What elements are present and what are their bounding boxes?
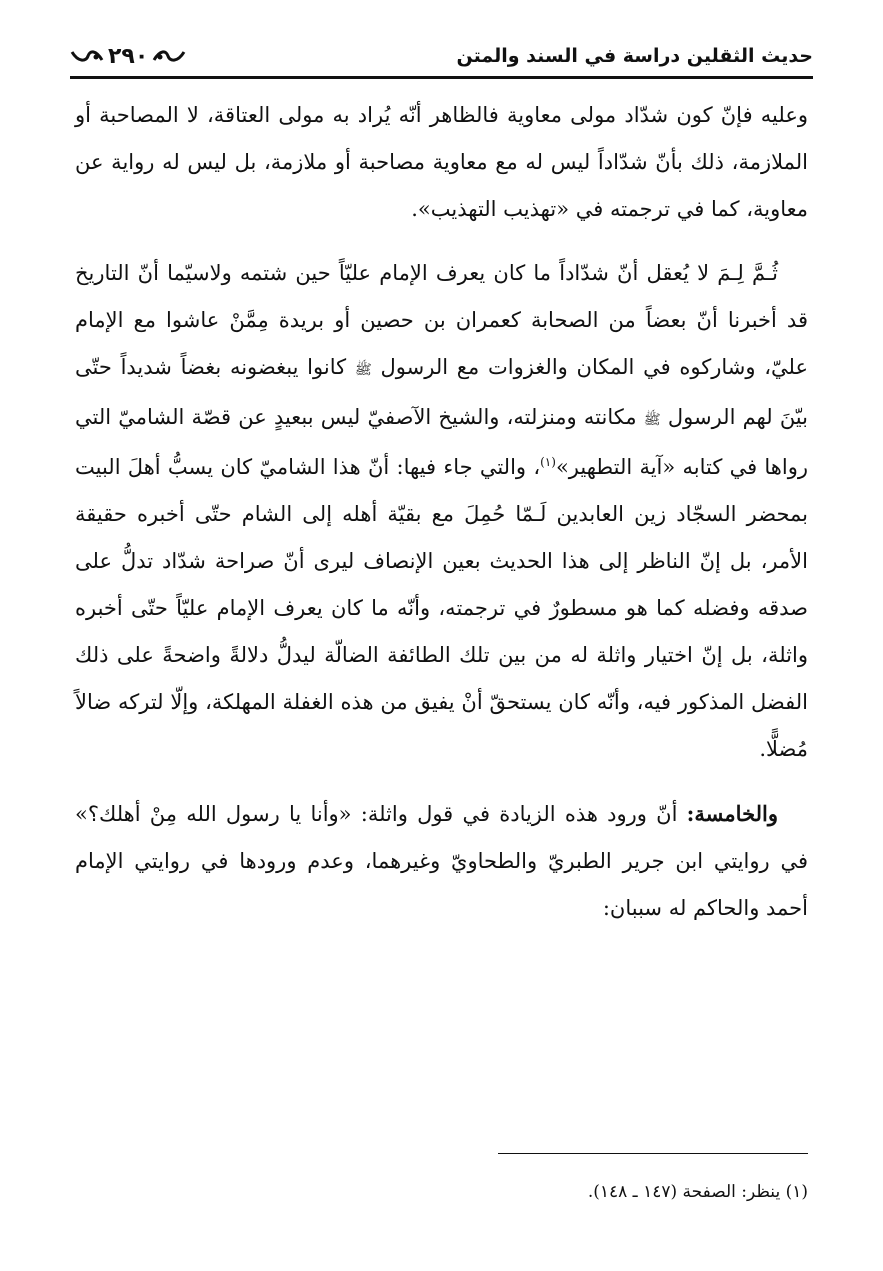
paragraph-2-after-honorific: مكانته ومنزلته، والشيخ الآصفيّ ليس ببعيدٍ عن قصّة الشاميّ التي رواها في كتابه «آية التطهير» <box>75 405 809 479</box>
paragraph-2-tail: ، والتي جاء فيها: أنّ هذا الشاميّ كان يسبُّ أهلَ البيت بمحضر السجّاد زين العابدين لَـمّا حُمِلَ مع بقيّة أهله إلى الشام حتّى أخبره حقيقة الأمر، بل إنّ الناظر إلى هذا الحديث بعين الإنصاف ليرى أنّ صراحة شدّاد تدلُّ على صدقه وفضله كما هو مسطورٌ في ترجمته، وأنّه ما كان يعرف الإمام عليّاً حتّى أخبره واثلة، بل إنّ اختيار واثلة له من بين تلك الطائفة الضالّة ليدلُّ دلالةً واضحةً على ذلك الفضل المذكور فيه، وأنّه كان يستحقّ أنْ يفيق من هذه الغفلة المهلكة، وإلّا لتركه ضالاً مُضلًّا. <box>75 455 808 761</box>
page-number: ٢٩٠ <box>108 43 149 69</box>
main-text <box>75 92 808 949</box>
paragraph-1-text: وعليه فإنّ كون شدّاد مولى معاوية فالظاهر أنّه يُراد به مولى العتاقة، لا المصاحبة أو الملازمة، ذلك بأنّ شدّاداً ليس له مع معاوية مصاحبة أو ملازمة، بل ليس له رواية عن معاوية، كما في ترجمته في «تهذيب التهذيب». <box>75 103 808 221</box>
header-rule <box>70 76 813 79</box>
paragraph-3-lead: والخامسة: <box>686 801 778 826</box>
paragraph-1 <box>75 92 808 233</box>
paragraph-3 <box>75 790 808 932</box>
left-swirl-icon <box>70 48 104 64</box>
footnote-rule <box>498 1153 808 1154</box>
footnote-1: (١) ينظر: الصفحة (١٤٧ ـ ١٤٨). <box>587 1182 808 1202</box>
running-header <box>70 38 813 74</box>
running-title: حديث الثقلين دراسة في السند والمتن <box>456 45 813 67</box>
paragraph-2-text: ثُـمَّ لِـمَ لا يُعقل أنّ شدّاداً ما كان يعرف الإمام عليّاً حين شتمه ولاسيّما أنّ التاريخ قد أخبرنا أنّ بعضاً من الصحابة كعمران بن حصين أو بريدة مِمَّنْ عاشوا مع الإمام عليّ، وشاركوه في المكان والغزوات مع الرسول <box>75 261 808 379</box>
paragraph-3-text: أنّ ورود هذه الزيادة في قول واثلة: «وأنا يا رسول الله مِنْ أهلك؟» في روايتي ابن جرير الطبريّ والطحاويّ وغيرهما، وعدم ورودها في روايتي الإمام أحمد والحاكم له سببان: <box>75 802 808 920</box>
page-number-ornament <box>70 44 186 69</box>
right-swirl-icon <box>152 48 186 64</box>
footnote-ref-1[interactable]: (١) <box>540 455 556 469</box>
honorific-icon: ﷺ <box>643 412 661 428</box>
paragraph-2 <box>75 250 808 773</box>
honorific-icon: ﷺ <box>354 362 372 378</box>
paragraph-2-mid: كانوا يبغضونه بغضاً شديداً حتّى بيّنَ لهم الرسول <box>75 355 808 429</box>
